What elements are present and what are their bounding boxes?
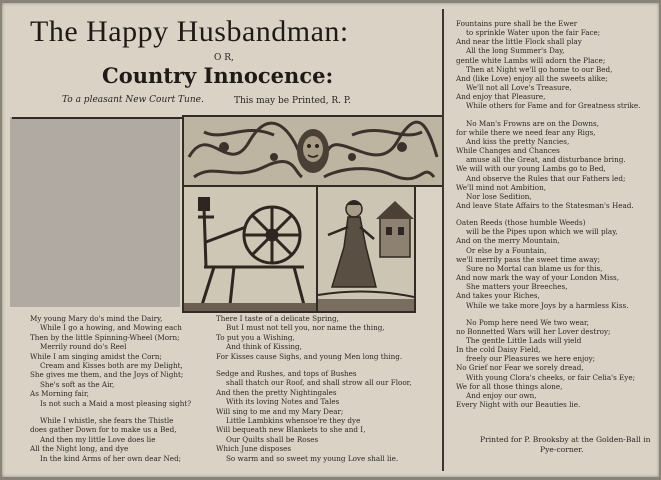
ballad-subtitle: Country Innocence: bbox=[102, 63, 334, 88]
verse-line: does gather Down for to make us a Bed, bbox=[30, 425, 177, 435]
verse-line: gentle white Lambs will adorn the Place; bbox=[456, 55, 606, 65]
verse-column-2 bbox=[216, 314, 412, 463]
verse-line: No Pomp here need We two wear, bbox=[466, 317, 589, 327]
verse-line: While Changes and Chances bbox=[456, 146, 560, 156]
verse-line: The gentle Little Lads will yield bbox=[466, 336, 582, 345]
verse-line: no Bonnetted Wars will her Lover destroy; bbox=[456, 326, 611, 336]
verse-line: Cream and Kisses both are my Delight, bbox=[40, 361, 183, 371]
verse-line: Will sing to me and my Mary Dear; bbox=[216, 406, 344, 416]
verse-line: We for all those things alone, bbox=[456, 381, 563, 391]
title-or: O R, bbox=[214, 53, 234, 63]
verse-line: While I whistle, she fears the Thistle bbox=[40, 416, 174, 426]
verse-line: In the cold Daisy Field, bbox=[456, 345, 541, 355]
verse-line: While I go a howing, and Mowing each bbox=[40, 323, 182, 333]
imprint-line: Pye-corner. bbox=[540, 445, 584, 454]
stanza-break bbox=[456, 111, 640, 119]
verse-line: We'll not all Love's Treasure, bbox=[466, 83, 572, 93]
stanza-break bbox=[216, 361, 412, 369]
verse-line: And (like Love) enjoy all the sweets alike; bbox=[456, 73, 608, 83]
stanza-break bbox=[456, 210, 640, 218]
maid-illustration bbox=[318, 187, 414, 311]
verse-line: She's soft as the Air, bbox=[40, 379, 115, 389]
verse-line: Our Quilts shall be Roses bbox=[226, 434, 319, 444]
verse-line: No Man's Frowns are on the Downs, bbox=[466, 118, 600, 128]
ballad-title: The Happy Husbandman: bbox=[30, 15, 349, 48]
verse-line: Will bequeath new Blankets to she and I, bbox=[216, 425, 366, 435]
verse-line: Which June disposes bbox=[216, 444, 292, 454]
verse-line: There I taste of a delicate Spring, bbox=[216, 314, 339, 323]
maid-woodcut bbox=[316, 185, 416, 313]
verse-line: She gives me them, and the Joys of Night; bbox=[30, 370, 184, 380]
verse-line: will be the Pipes upon which we will play, bbox=[466, 227, 618, 237]
ornament-illustration bbox=[184, 117, 442, 185]
verse-line: Oaten Reeds (those humble Weeds) bbox=[456, 218, 586, 228]
stanza-break bbox=[30, 408, 191, 416]
verse-line: Every Night with our Beauties lie. bbox=[456, 400, 581, 410]
verse-line: And enjoy our own, bbox=[466, 390, 537, 400]
verse-line: Merrily round do's Reel bbox=[40, 342, 127, 352]
verse-line: And enjoy that Pleasure, bbox=[456, 92, 546, 102]
ornamental-woodcut bbox=[182, 115, 444, 187]
spinning-wheel-woodcut bbox=[182, 185, 318, 313]
verse-line: Nor lose Sedition, bbox=[466, 191, 532, 201]
printer-imprint bbox=[480, 435, 651, 455]
verse-line: And think of Kissing, bbox=[226, 342, 302, 352]
woodcut-frame bbox=[12, 117, 186, 309]
verse-line: She matters your Breeches, bbox=[466, 282, 568, 292]
license-line: This may be Printed, R. P. bbox=[234, 96, 351, 106]
verse-line: As Morning fair, bbox=[30, 389, 89, 399]
verse-line: shall thatch our Roof, and shall strow all our Floor, bbox=[226, 378, 412, 388]
verse-line: for while there we need fear any Rigs, bbox=[456, 127, 596, 137]
verse-line: But I must not tell you, nor name the thing, bbox=[226, 323, 385, 333]
imprint-line: Printed for P. Brooksby at the Golden-Ball in bbox=[480, 435, 651, 444]
verse-line: We will with our young Lambs go to Bed, bbox=[456, 164, 606, 174]
verse-line: And now mark the way of your London Miss, bbox=[456, 273, 620, 283]
verse-line: Then by the little Spinning-Wheel (Morn; bbox=[30, 332, 180, 342]
verse-line: And on the merry Mountain, bbox=[456, 236, 560, 246]
verse-line: We'll mind not Ambition, bbox=[456, 182, 547, 192]
verse-line: All the long Summer's Day, bbox=[466, 46, 565, 56]
verse-column-1 bbox=[30, 314, 191, 463]
verse-line: Is not such a Maid a most pleasing sight? bbox=[40, 398, 192, 408]
verse-line: we'll merrily pass the sweet time away; bbox=[456, 254, 601, 264]
broadside-sheet bbox=[2, 3, 659, 477]
verse-line: My young Mary do's mind the Dairy, bbox=[30, 314, 163, 323]
verse-line: amuse all the Great, and disturbance bring. bbox=[466, 155, 626, 165]
verse-line: No Grief nor Fear we sorely dread, bbox=[456, 363, 584, 373]
verse-line: freely our Pleasures we here enjoy; bbox=[466, 354, 596, 364]
verse-line: Then at Night we'll go home to our Bed, bbox=[466, 64, 613, 74]
verse-line: And takes your Riches, bbox=[456, 291, 540, 301]
verse-line: And kiss the pretty Nancies, bbox=[466, 136, 570, 146]
verse-line: And leave State Affairs to the Statesman's Head. bbox=[456, 200, 634, 210]
verse-line: All the Night long, and dye bbox=[30, 444, 129, 454]
verse-line: And near the little Flock shall play bbox=[456, 37, 582, 47]
verse-line: While we take more Joys by a harmless Kiss. bbox=[466, 300, 629, 310]
verse-line: With young Clora's cheeks, or fair Celia's Eye; bbox=[466, 372, 636, 382]
verse-line: While I am singing amidst the Corn; bbox=[30, 351, 162, 361]
verse-line: To put you a Wishing, bbox=[216, 332, 295, 342]
verse-line: Or else by a Fountain, bbox=[466, 245, 547, 255]
verse-line: While others for Fame and for Greatness strike. bbox=[466, 101, 641, 111]
verse-line: And then the pretty Nightingales bbox=[216, 387, 337, 397]
verse-line: So warm and so sweet my young Love shall lie. bbox=[226, 453, 399, 463]
verse-line: In the kind Arms of her own dear Ned; bbox=[40, 453, 182, 463]
verse-column-3 bbox=[456, 19, 640, 409]
verse-line: And observe the Rules that our Fathers led; bbox=[466, 173, 626, 183]
verse-line: Little Lambkins whensoe're they dye bbox=[226, 416, 361, 426]
verse-line: Sedge and Rushes, and tops of Bushes bbox=[216, 369, 357, 379]
column-divider bbox=[442, 9, 444, 471]
verse-line: Fountains pure shall be the Ewer bbox=[456, 19, 578, 28]
stanza-break bbox=[456, 310, 640, 318]
verse-line: to sprinkle Water upon the fair Face; bbox=[466, 28, 601, 38]
tune-line: To a pleasant New Court Tune. bbox=[62, 95, 204, 105]
verse-line: Sure no Mortal can blame us for this, bbox=[466, 263, 603, 273]
verse-line: With its loving Notes and Tales bbox=[226, 397, 340, 407]
spinning-wheel-illustration bbox=[184, 187, 316, 311]
verse-line: And then my little Love does lie bbox=[40, 434, 156, 444]
verse-line: For Kisses cause Sighs, and young Men long thing. bbox=[216, 351, 403, 361]
